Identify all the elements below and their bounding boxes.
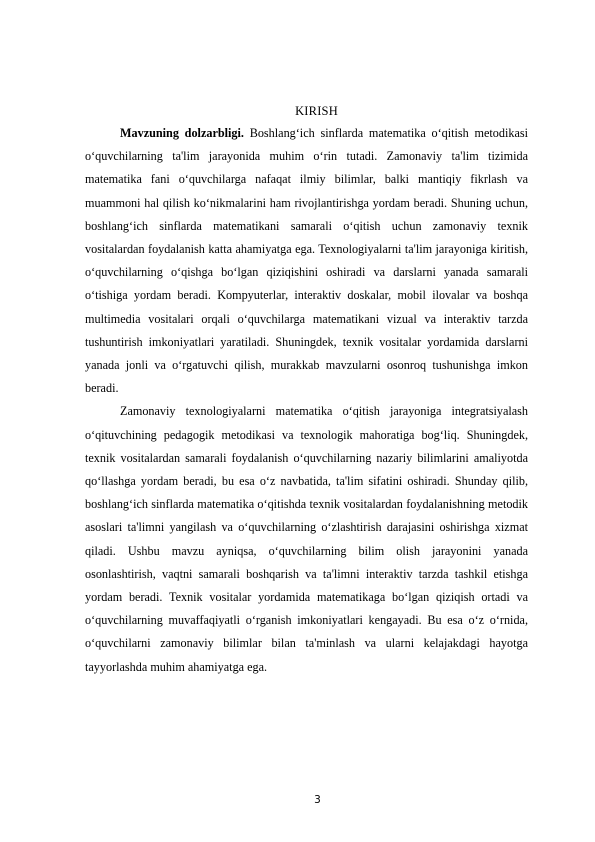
page-content [85,101,528,679]
paragraph-integration [85,400,528,678]
page-number: 3 [314,794,321,806]
paragraph-relevance [85,122,528,400]
paragraph-text: Boshlang‘ich sinflarda matematika o‘qitish metodikasi o‘quvchilarning ta'lim jarayonida muhim o‘rin tutadi. Zamonaviy ta'lim tizimida matematika fani o‘quvchilarga nafaqat ilmiy bilimlar, balki mantiqiy fikrlash va muammoni hal qilish ko‘nikmalarini ham rivojlantirishga yordam beradi. Shuning uchun, boshlang‘ich sinflarda matematikani samarali o‘qitish uchun zamonaviy texnik vositalardan foydalanish katta ahamiyatga ega. Texnologiyalarni ta'lim jarayoniga kiritish, o‘quvchilarning o‘qishga bo‘lgan qiziqishini oshiradi va darslarni yanada samarali o‘tishiga yordam beradi. Kompyuterlar, interaktiv doskalar, mobil ilovalar va boshqa multimedia vositalari orqali o‘quvchilarga matematikani vizual va interaktiv tarzda tushuntirish imkoniyatlari yaratiladi. Shuningdek, texnik vositalar yordamida darslarni yanada jonli va o‘rgatuvchi qilish, murakkab mavzularni osonroq tushunishga imkon beradi. [85,126,528,396]
section-heading: KIRISH [295,104,338,118]
paragraph-lead: Mavzuning dolzarbligi. [120,126,244,140]
paragraph-text: Zamonaviy texnologiyalarni matematika o‘qitish jarayoniga integratsiyalash o‘qituvchining pedagogik metodikasi va texnologik mahoratiga bog‘liq. Shuningdek, texnik vositalardan samarali foydalanish o‘quvchilarning nazariy bilimlarini amaliyotda qo‘llashga yordam beradi, bu esa o‘z navbatida, ta'lim sifatini oshiradi. Shunday qilib, boshlang‘ich sinflarda matematika o‘qitishda texnik vositalardan foydalanishning metodik asoslari ta'limni yangilash va o‘quvchilarning o‘zlashtirish darajasini oshirishga xizmat qiladi. Ushbu mavzu ayniqsa, o‘quvchilarning bilim olish jarayonini yanada osonlashtirish, vaqtni samarali boshqarish va ta'limni interaktiv tarzda tashkil etishga yordam beradi. Texnik vositalar yordamida matematikaga bo‘lgan qiziqish ortadi va o‘quvchilarning muvaffaqiyatli o‘rganish imkoniyatlari kengayadi. Bu esa o‘z o‘rnida, o‘quvchilarni zamonaviy bilimlar bilan ta'minlash va ularni kelajakdagi hayotga tayyorlashda muhim ahamiyatga ega. [85,404,528,674]
